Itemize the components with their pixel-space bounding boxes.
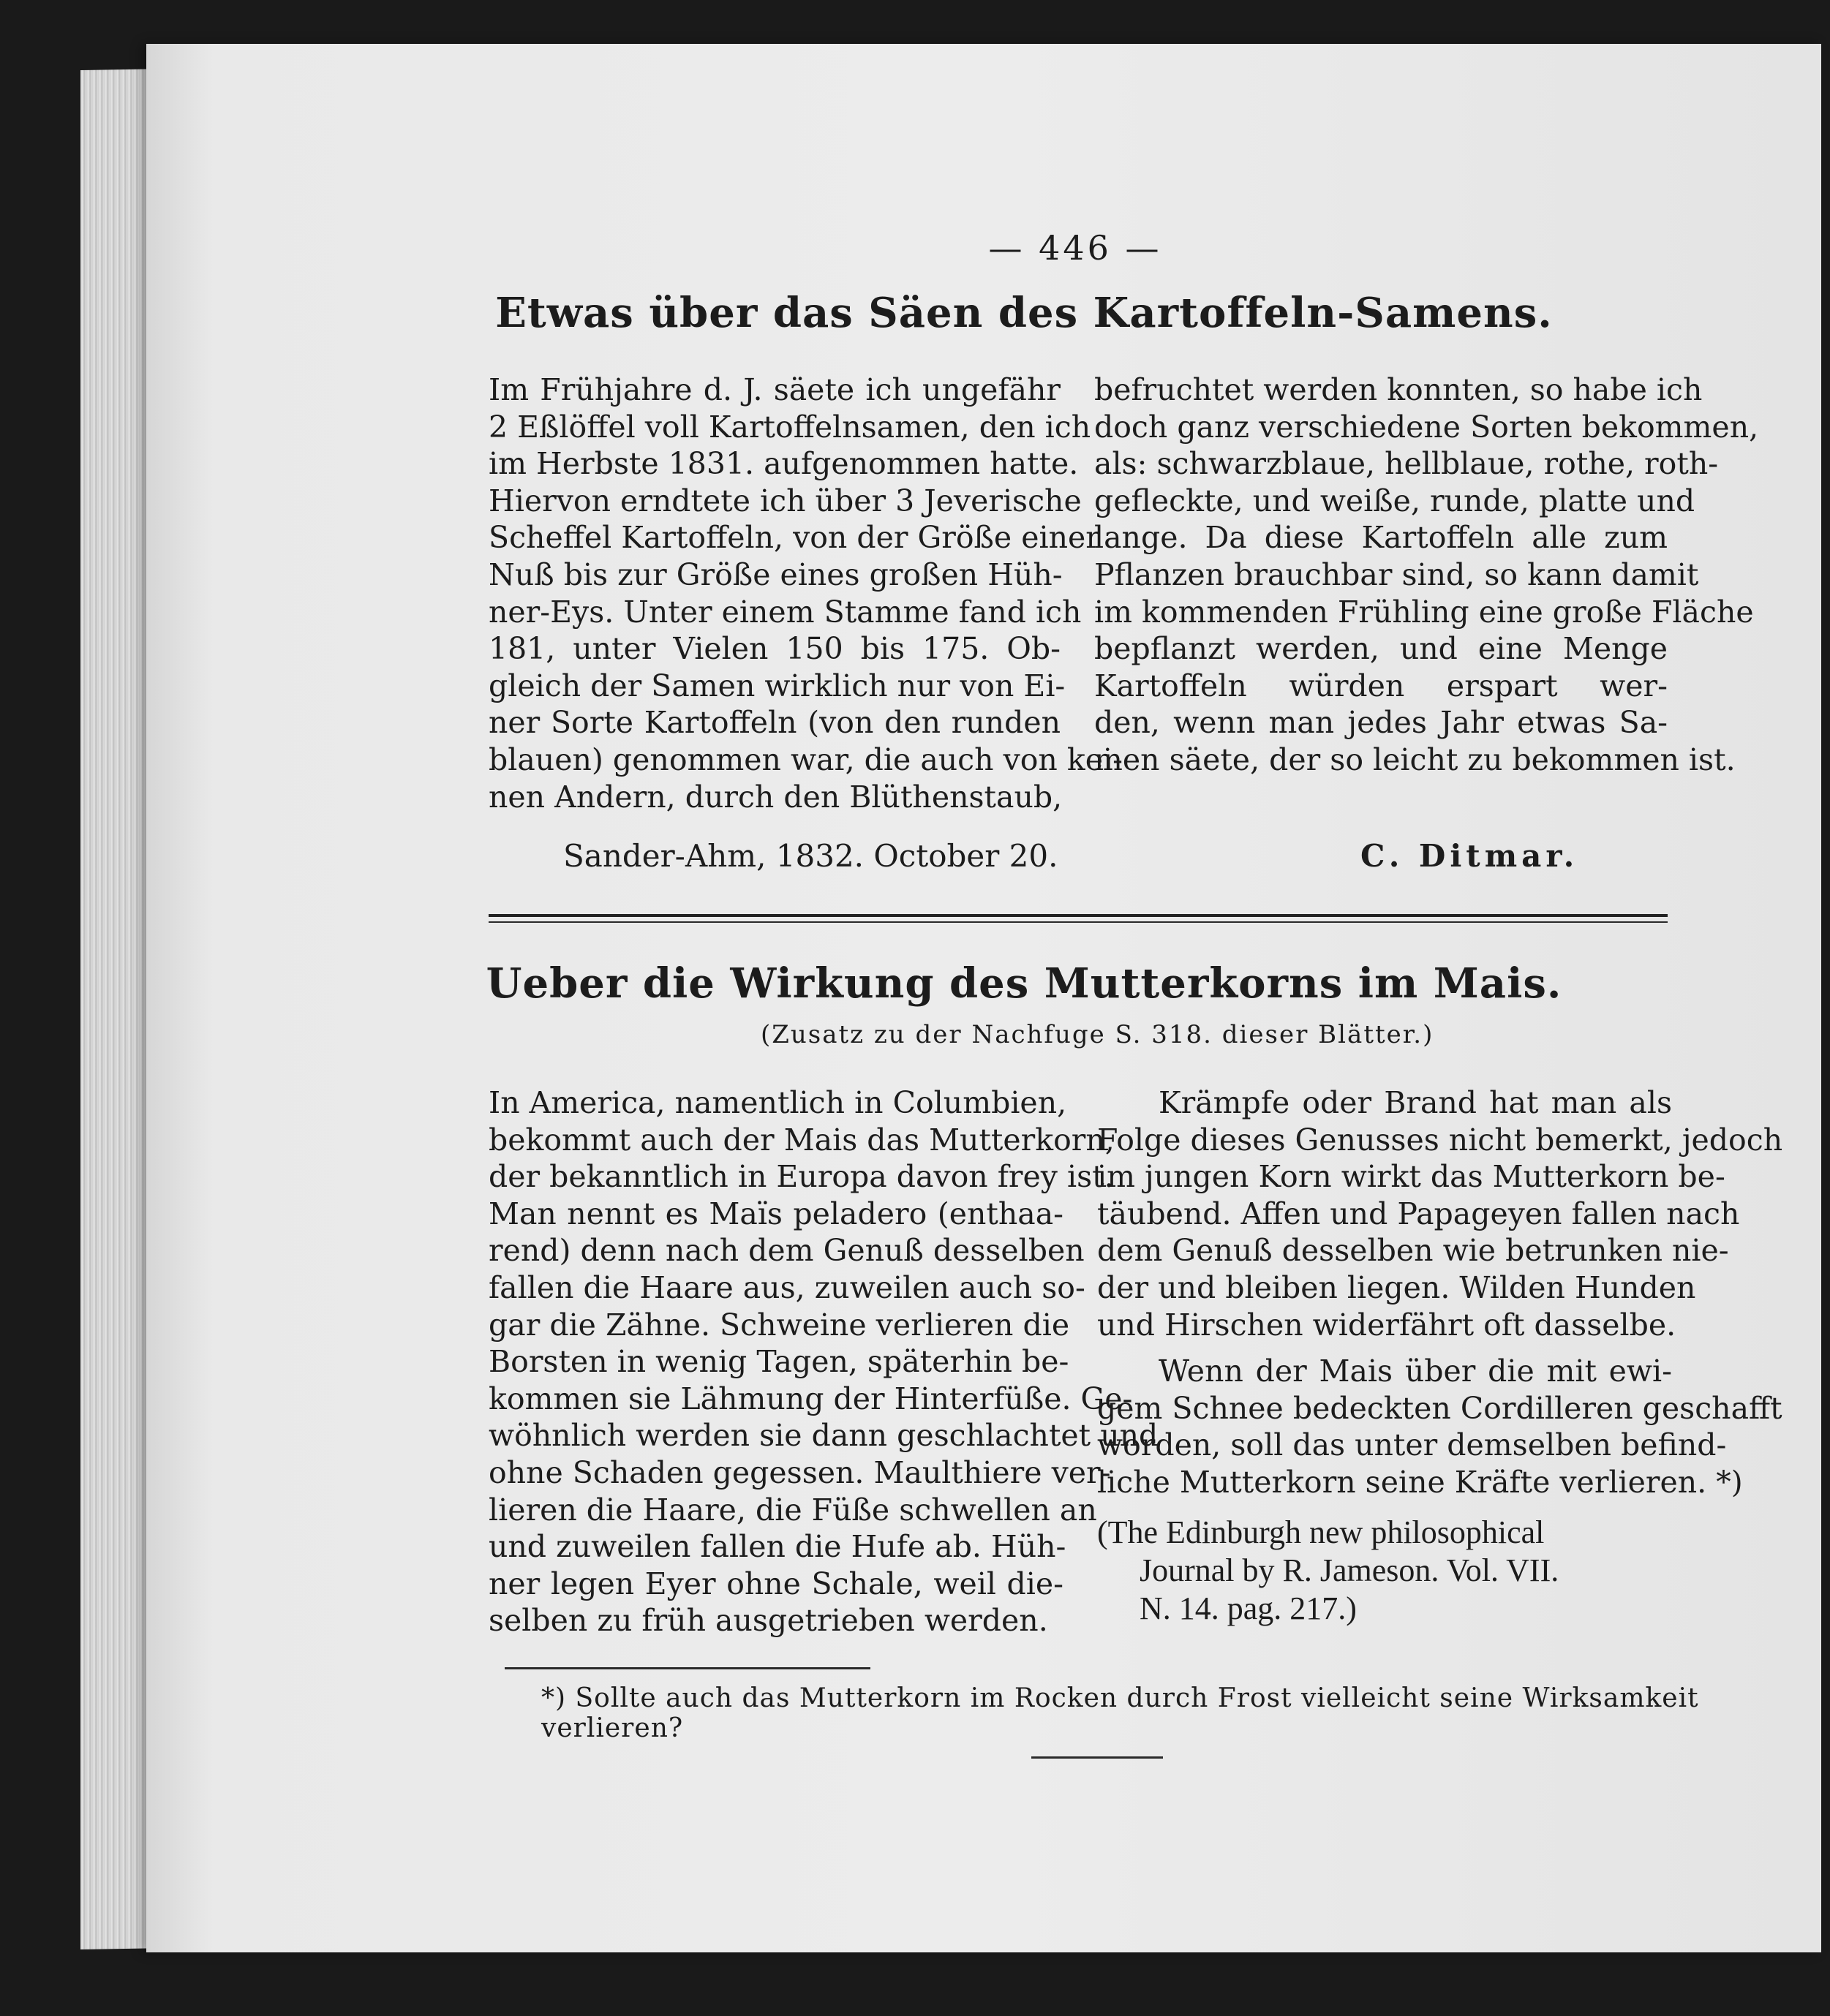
text-line: gar die Zähne. Schweine verlieren die — [489, 1307, 1070, 1343]
text-line: lange. Da diese Kartoffeln alle zum — [1094, 520, 1668, 556]
text-line: blauen) genommen war, die auch von kei- — [489, 741, 1123, 777]
text-line: Pflanzen brauchbar sind, so kann damit — [1094, 556, 1699, 592]
text-line: der bekanntlich in Europa davon frey ist. — [489, 1159, 1114, 1195]
article2-title: Ueber die Wirkung des Mutterkorns im Mais. — [486, 959, 1562, 1008]
article2-citation — [1097, 1514, 1559, 1628]
article1-signature: C. Ditmar. — [1360, 838, 1579, 874]
article1-left-column — [489, 371, 1123, 815]
article2-right-column-part1 — [1097, 1084, 1783, 1343]
text-line: Borsten in wenig Tagen, späterhin be- — [489, 1344, 1069, 1380]
text-line: täubend. Affen und Papageyen fallen nach — [1097, 1196, 1740, 1231]
text-line: 2 Eßlöffel voll Kartoffelnsamen, den ich — [489, 409, 1091, 445]
text-line: doch ganz verschiedene Sorten bekommen, — [1094, 409, 1759, 445]
text-line: In America, namentlich in Columbien, — [489, 1085, 1067, 1120]
article2-right-column-part2 — [1097, 1353, 1782, 1500]
text-line: fallen die Haare aus, zuweilen auch so- — [489, 1269, 1085, 1305]
text-line: kommen sie Lähmung der Hinterfüße. Ge- — [489, 1381, 1133, 1416]
text-line: Im Frühjahre d. J. säete ich ungefähr — [489, 372, 1061, 407]
text-line: gleich der Samen wirklich nur von Ei- — [489, 668, 1066, 703]
text-line: dem Genuß desselben wie betrunken nie- — [1097, 1233, 1729, 1269]
text-line: gem Schnee bedeckten Cordilleren geschafft — [1097, 1390, 1782, 1426]
text-line: im Herbste 1831. aufgenommen hatte. — [489, 446, 1079, 482]
text-line: bepflanzt werden, und eine Menge — [1094, 631, 1668, 667]
text-line: als: schwarzblaue, hellblaue, rothe, roth- — [1094, 446, 1719, 482]
article-separator-rule — [489, 914, 1668, 917]
text-line: bekommt auch der Mais das Mutterkorn, — [489, 1122, 1115, 1158]
text-line: gefleckte, und weiße, runde, platte und — [1094, 483, 1695, 518]
text-line: Scheffel Kartoffeln, von der Größe einer — [489, 520, 1100, 556]
text-line: Hiervon erndtete ich über 3 Jeverische — [489, 483, 1082, 518]
citation-line: (The Edinburgh new philosophical — [1097, 1514, 1545, 1550]
text-line: wöhnlich werden sie dann geschlachtet und — [489, 1418, 1159, 1454]
text-line: und zuweilen fallen die Hufe ab. Hüh- — [489, 1529, 1066, 1565]
text-line: ner-Eys. Unter einem Stamme fand ich — [489, 594, 1082, 630]
text-line: Folge dieses Genusses nicht bemerkt, jedoch — [1097, 1122, 1783, 1158]
text-line: befruchtet werden konnten, so habe ich — [1094, 372, 1703, 407]
citation-line: Journal by R. Jameson. Vol. VII. — [1140, 1552, 1559, 1588]
text-line: ohne Schaden gegessen. Maulthiere ver- — [489, 1454, 1111, 1490]
text-line: im kommenden Frühling eine große Fläche — [1094, 594, 1754, 630]
article2-subtitle: (Zusatz zu der Nachfuge S. 318. dieser Blätter.) — [761, 1020, 1434, 1049]
text-line: worden, soll das unter demselben befind- — [1097, 1427, 1727, 1463]
article1-title: Etwas über das Säen des Kartoffeln-Samens. — [495, 289, 1553, 337]
text-line: selben zu früh ausgetrieben werden. — [489, 1603, 1048, 1639]
text-line: den, wenn man jedes Jahr etwas Sa- — [1094, 705, 1668, 741]
text-line: und Hirschen widerfährt oft dasselbe. — [1097, 1307, 1676, 1343]
page-end-rule — [1031, 1756, 1163, 1759]
article2-left-column — [489, 1084, 1159, 1639]
text-line: Nuß bis zur Größe eines großen Hüh- — [489, 556, 1063, 592]
article-separator-rule-thin — [489, 921, 1668, 923]
footnote-rule — [505, 1667, 870, 1669]
text-line: ner legen Eyer ohne Schale, weil die- — [489, 1566, 1063, 1601]
text-line: nen Andern, durch den Blüthenstaub, — [489, 779, 1063, 815]
page-number: — 446 — — [988, 228, 1162, 268]
citation-line: N. 14. pag. 217.) — [1140, 1590, 1357, 1626]
footnote: *) Sollte auch das Mutterkorn im Rocken durch Frost vielleicht seine Wirksamkeit verlieren? — [541, 1683, 1699, 1743]
text-line: ner Sorte Kartoffeln (von den runden — [489, 705, 1061, 741]
text-line: liche Mutterkorn seine Kräfte verlieren. *) — [1097, 1464, 1743, 1500]
text-line: men säete, der so leicht zu bekommen ist. — [1094, 741, 1736, 777]
text-line: im jungen Korn wirkt das Mutterkorn be- — [1097, 1159, 1725, 1195]
text-line: Wenn der Mais über die mit ewi- — [1159, 1354, 1672, 1389]
article1-right-column — [1094, 371, 1759, 779]
article1-place-date: Sander-Ahm, 1832. October 20. — [563, 838, 1058, 874]
text-line: der und bleiben liegen. Wilden Hunden — [1097, 1269, 1696, 1305]
text-line: rend) denn nach dem Genuß desselben — [489, 1233, 1085, 1269]
text-line: Krämpfe oder Brand hat man als — [1159, 1085, 1672, 1120]
text-line: Man nennt es Maïs peladero (enthaa- — [489, 1196, 1063, 1231]
text-line: Kartoffeln würden erspart wer- — [1094, 668, 1668, 703]
text-line: lieren die Haare, die Füße schwellen an — [489, 1492, 1097, 1528]
text-line: 181, unter Vielen 150 bis 175. Ob- — [489, 631, 1061, 667]
